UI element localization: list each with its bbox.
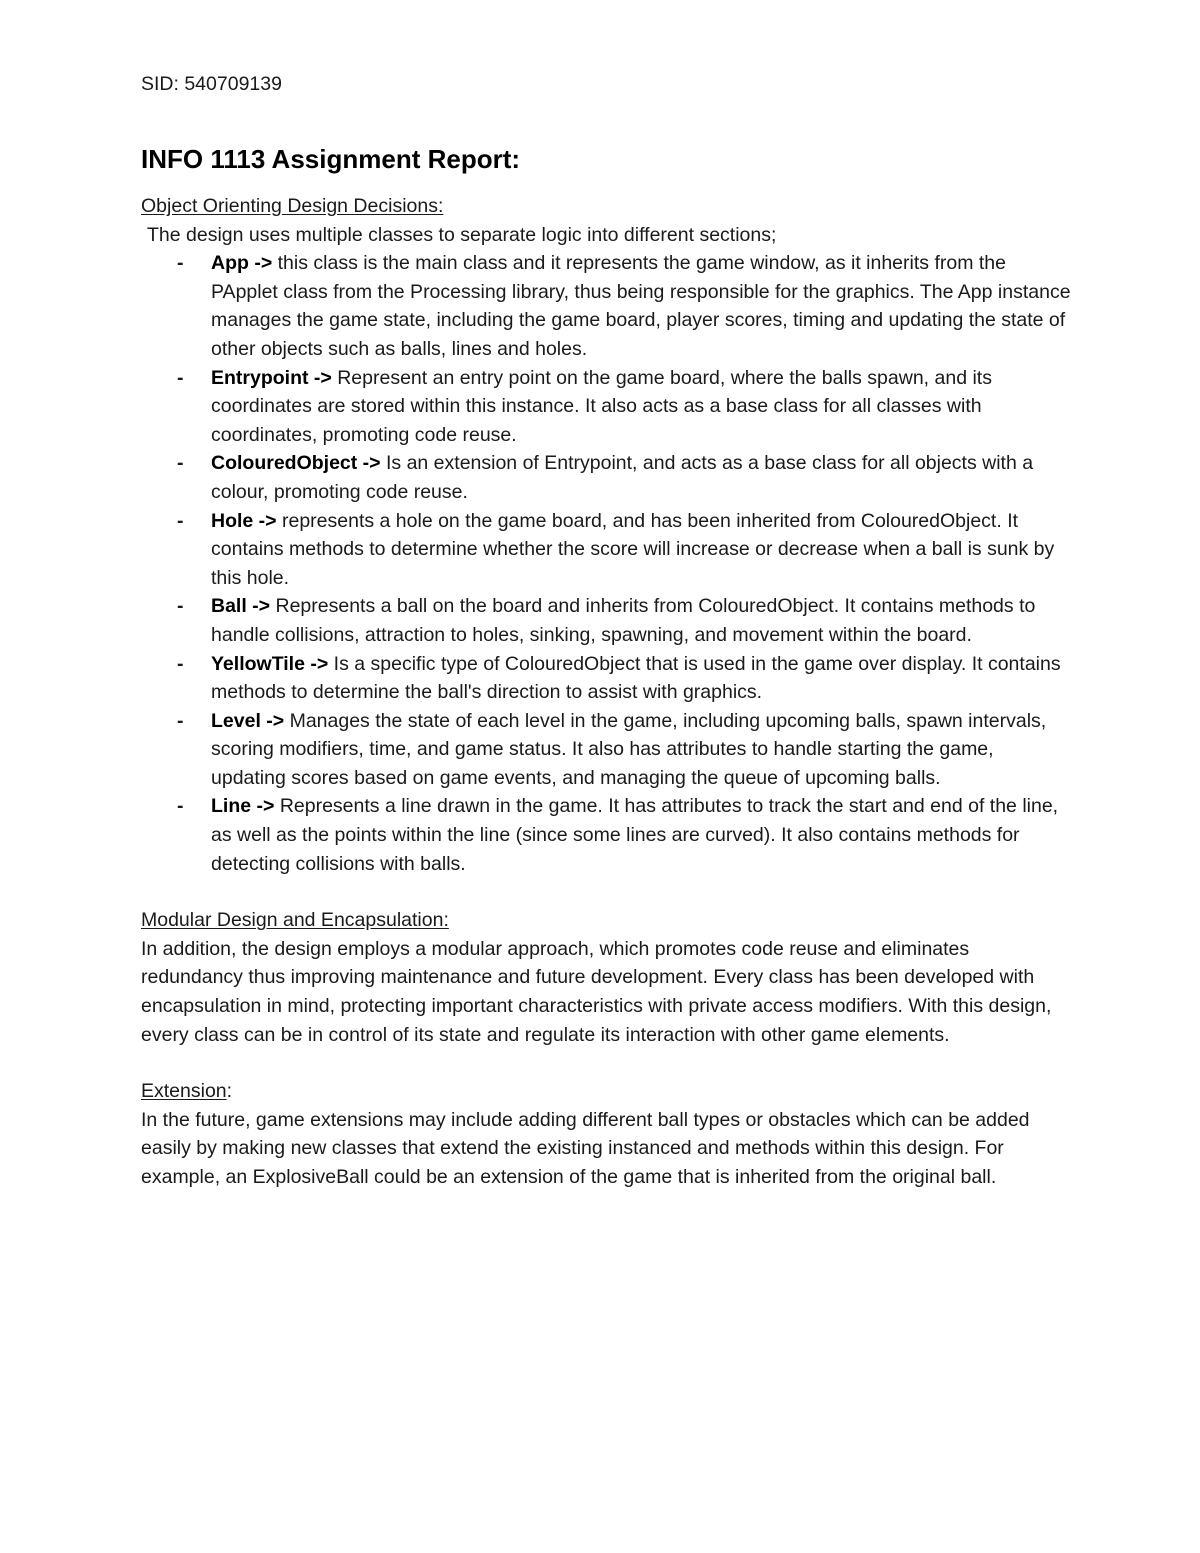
extension-body: In the future, game extensions may include adding different ball types or obstacles which can be added easily by making new classes that extend the existing instanced and methods within this design. For example, an ExplosiveBall could be an extension of the game that is inherited from the original ball. (141, 1108, 1030, 1188)
list-item (141, 507, 1071, 593)
bullet-dash: - (177, 709, 184, 732)
student-id: SID: 540709139 (141, 73, 282, 95)
class-description: Represent an entry point on the game board, where the balls spawn, and its coordinates are stored within this instance. It also acts as a base class for all classes with coordinates, promoting code reuse. (211, 366, 992, 446)
class-name: Hole -> (211, 509, 277, 532)
extension-section-heading: Extension (141, 1080, 227, 1103)
class-name: Line -> (211, 795, 275, 818)
class-name: Ball -> (211, 595, 271, 618)
oop-intro: The design uses multiple classes to separate logic into different sections; (147, 223, 777, 246)
modular-section-heading: Modular Design and Encapsulation: (141, 909, 449, 932)
paragraph-spacer (141, 1049, 1071, 1077)
class-description: Is a specific type of ColouredObject that is used in the game over display. It contains methods to determine the ball's direction to assist with graphics. (211, 652, 1061, 704)
class-list (141, 249, 1071, 878)
bullet-dash: - (177, 795, 184, 818)
bullet-dash: - (177, 452, 184, 475)
class-description: Is an extension of Entrypoint, and acts as a base class for all objects with a colour, promoting code reuse. (211, 452, 1034, 503)
list-item (141, 592, 1071, 649)
document-body (141, 70, 1071, 1192)
list-item (141, 792, 1071, 878)
class-name: ColouredObject -> (211, 452, 381, 475)
modular-body: In addition, the design employs a modular approach, which promotes code reuse and eliminates redundancy thus improving maintenance and future development. Every class has been developed with encapsulation in mind, protecting important characteristics with private access modifiers. With this design, every class can be in control of its state and regulate its interaction with other game elements. (141, 937, 1052, 1046)
bullet-dash: - (177, 252, 184, 275)
bullet-dash: - (177, 595, 184, 618)
class-description: Manages the state of each level in the game, including upcoming balls, spawn intervals, scoring modifiers, time, and game status. It also has attributes to handle starting the game, updating scores based on game events, and managing the queue of upcoming balls. (211, 709, 1047, 789)
list-item (141, 364, 1071, 450)
class-name: YellowTile -> (211, 652, 329, 675)
class-name: Entrypoint -> (211, 366, 332, 389)
document-title: INFO 1113 Assignment Report: (141, 144, 521, 174)
class-description: Represents a line drawn in the game. It has attributes to track the start and end of the line, as well as the points within the line (since some lines are curved). It also contains methods for detecting collisions with balls. (211, 795, 1059, 875)
paragraph-spacer (141, 878, 1071, 906)
list-item (141, 707, 1071, 793)
class-description: Represents a ball on the board and inherits from ColouredObject. It contains methods to handle collisions, attraction to holes, sinking, spawning, and movement within the board. (211, 595, 1036, 646)
list-item (141, 650, 1071, 707)
class-name: App -> (211, 252, 273, 275)
class-name: Level -> (211, 709, 285, 732)
bullet-dash: - (177, 509, 184, 532)
extension-heading-colon: : (226, 1080, 233, 1103)
extension-heading-line (141, 1077, 1071, 1106)
bullet-dash: - (177, 652, 184, 675)
list-item (141, 449, 1071, 506)
class-description: represents a hole on the game board, and has been inherited from ColouredObject. It contains methods to determine whether the score will increase or decrease when a ball is sunk by this hole. (211, 509, 1055, 589)
list-item (141, 249, 1071, 363)
oop-section-heading: Object Orienting Design Decisions: (141, 195, 444, 217)
class-description: this class is the main class and it represents the game window, as it inherits from the PApplet class from the Processing library, thus being responsible for the graphics. The App instance manages the game state, including the game board, player scores, timing and updating the state of other objects such as balls, lines and holes. (211, 252, 1071, 360)
bullet-dash: - (177, 366, 184, 389)
